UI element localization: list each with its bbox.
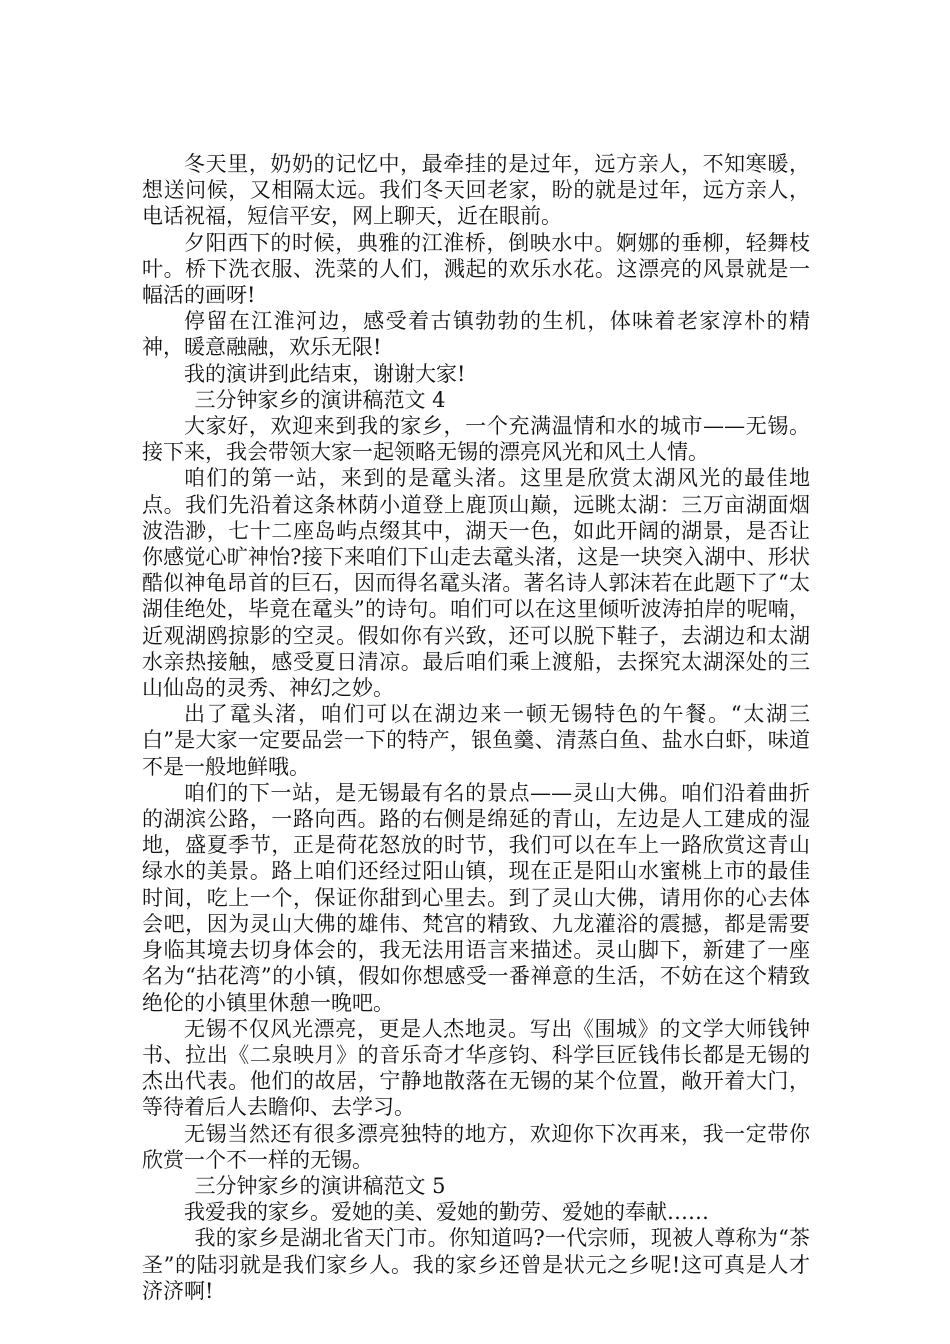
paragraph: 夕阳西下的时候，典雅的江淮桥，倒映水中。婀娜的垂柳，轻舞枝叶。桥下洗衣服、洗菜的人们，溅起的欢乐水花。这漂亮的风景就是一幅活的画呀!	[142, 230, 810, 308]
section-heading: 三分钟家乡的演讲稿范文 5	[194, 1173, 446, 1198]
paragraph: 我爱我的家乡。爱她的美、爱她的勤劳、爱她的奉献……	[184, 1200, 709, 1225]
document-body	[142, 151, 810, 1304]
paragraph: 无锡当然还有很多漂亮独特的地方，欢迎你下次再来，我一定带你欣赏一个不一样的无锡。	[142, 1121, 810, 1172]
paragraph: 出了鼋头渚，咱们可以在湖边来一顿无锡特色的午餐。“太湖三白”是大家一定要品尝一下的特产，银鱼羹、清蒸白鱼、盐水白虾，味道不是一般地鲜哦。	[142, 702, 810, 779]
paragraph: 大家好，欢迎来到我的家乡，一个充满温情和水的城市——无锡。接下来，我会带领大家一起领略无锡的漂亮风光和风土人情。	[142, 414, 810, 465]
paragraph: 我的家乡是湖北省天门市。你知道吗?一代宗师，现被人尊称为“茶圣”的陆羽就是我们家乡人。我的家乡还曾是状元之乡呢!这可真是人才济济啊!	[142, 1226, 810, 1303]
paragraph: 无锡不仅风光漂亮，更是人杰地灵。写出《围城》的文学大师钱钟书、拉出《二泉映月》的音乐奇才华彦钧、科学巨匠钱伟长都是无锡的杰出代表。他们的故居，宁静地散落在无锡的某个位置，敞开着大门，等待着后人去瞻仰、去学习。	[142, 1016, 810, 1120]
paragraph: 咱们的第一站，来到的是鼋头渚。这里是欣赏太湖风光的最佳地点。我们先沿着这条林荫小道登上鹿顶山巅，远眺太湖：三万亩湖面烟波浩渺，七十二座岛屿点缀其中，湖天一色，如此开阔的湖景，是否让你感觉心旷神怡?接下来咱们下山走去鼋头渚，这是一块突入湖中、形状酷似神龟昂首的巨石，因而得名鼋头渚。著名诗人郭沫若在此题下了“太湖佳绝处，毕竟在鼋头”的诗句。咱们可以在这里倾听波涛拍岸的呢喃，近观湖鸥掠影的空灵。假如你有兴致，还可以脱下鞋子，去湖边和太湖水亲热接触，感受夏日清凉。最后咱们乘上渡船，去探究太湖深处的三山仙岛的灵秀、神幻之妙。	[142, 466, 810, 701]
paragraph: 冬天里，奶奶的记忆中，最牵挂的是过年，远方亲人，不知寒暖，想送问候，又相隔太远。我们冬天回老家，盼的就是过年，远方亲人，电话祝福，短信平安，网上聊天，近在眼前。	[142, 152, 810, 229]
section-heading: 三分钟家乡的演讲稿范文 4	[194, 387, 446, 412]
paragraph: 停留在江淮河边，感受着古镇勃勃的生机，体味着老家淳朴的精神，暖意融融，欢乐无限!	[142, 309, 810, 360]
paragraph: 咱们的下一站，是无锡最有名的景点——灵山大佛。咱们沿着曲折的湖滨公路，一路向西。路的右侧是绵延的青山，左边是人工建成的湿地，盛夏季节，正是荷花怒放的时节，我们可以在车上一路欣赏这青山绿水的美景。路上咱们还经过阳山镇，现在正是阳山水蜜桃上市的最佳时间，吃上一个，保证你甜到心里去。到了灵山大佛，请用你的心去体会吧，因为灵山大佛的雄伟、梵宫的精致、九龙灌浴的震撼，都是需要身临其境去切身体会的，我无法用语言来描述。灵山脚下，新建了一座名为“拈花湾”的小镇，假如你想感受一番禅意的生活，不妨在这个精致绝伦的小镇里休憩一晚吧。	[142, 780, 810, 1015]
paragraph: 我的演讲到此结束，谢谢大家!	[184, 361, 466, 386]
